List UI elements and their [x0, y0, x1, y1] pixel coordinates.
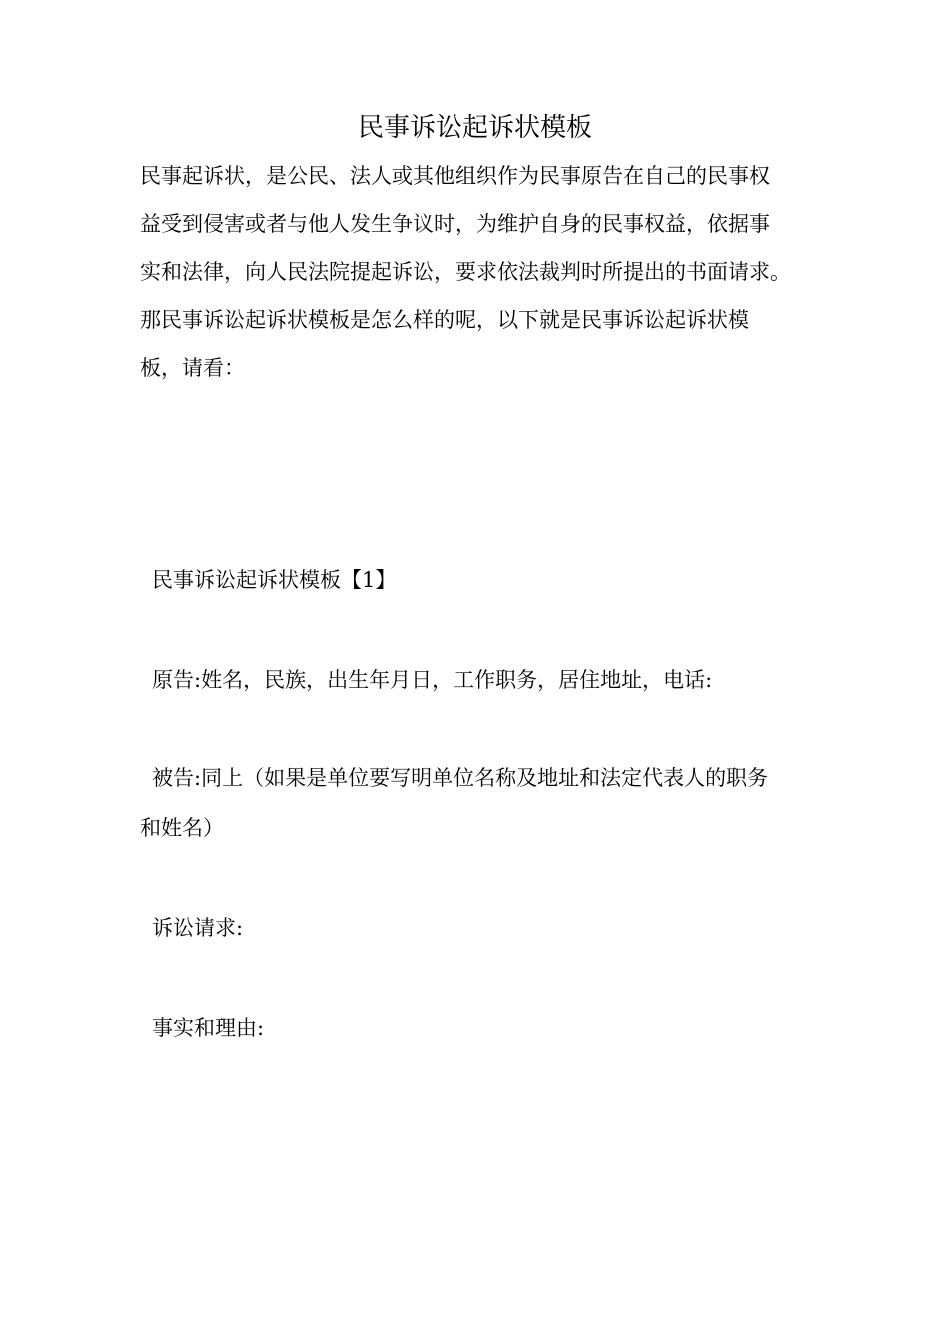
defendant-line-continued: 和姓名）	[140, 816, 224, 840]
intro-line: 益受到侵害或者与他人发生争议时，为维护自身的民事权益，依据事	[140, 212, 770, 236]
page-title: 民事诉讼起诉状模板	[357, 113, 592, 143]
intro-line: 民事起诉状，是公民、法人或其他组织作为民事原告在自己的民事权	[140, 164, 770, 188]
claims-label: 诉讼请求:	[152, 916, 244, 940]
template-heading: 民事诉讼起诉状模板【1】	[152, 568, 397, 592]
facts-label: 事实和理由:	[152, 1016, 265, 1040]
intro-line: 板，请看：	[140, 356, 245, 380]
intro-line: 实和法律，向人民法院提起诉讼，要求依法裁判时所提出的书面请求。	[140, 260, 791, 284]
defendant-line: 被告:同上（如果是单位要写明单位名称及地址和法定代表人的职务	[152, 766, 769, 790]
intro-line: 那民事诉讼起诉状模板是怎么样的呢，以下就是民事诉讼起诉状模	[140, 308, 749, 332]
intro-paragraph	[140, 156, 830, 396]
plaintiff-line: 原告:姓名，民族，出生年月日，工作职务，居住地址，电话:	[152, 668, 713, 692]
